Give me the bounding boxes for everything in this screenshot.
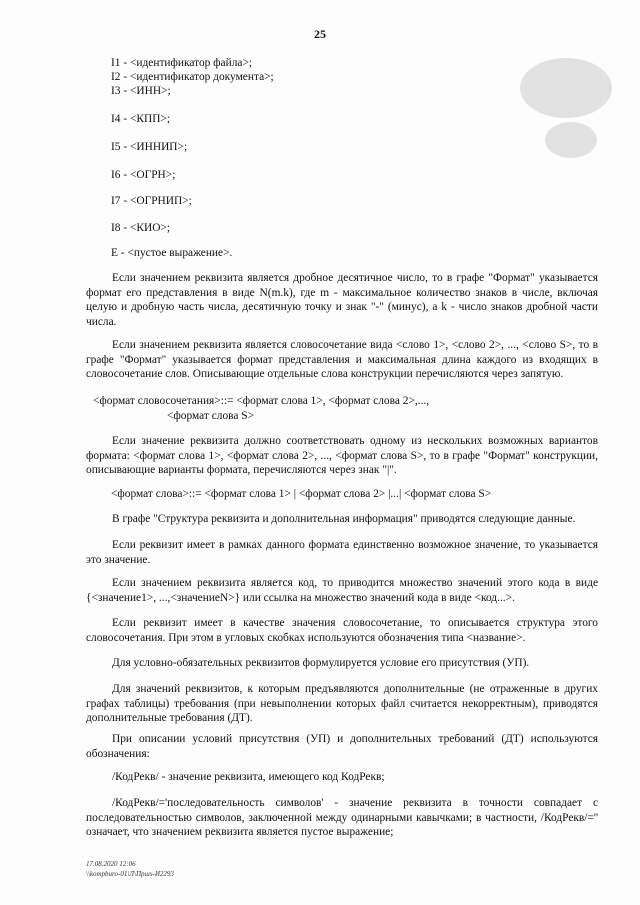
list-item: I1 - <идентификатор файла>; [111, 57, 253, 69]
page-number: 25 [314, 27, 326, 41]
format-definition: <формат слова>::= <формат слова 1> | <формат слова 2> |...| <формат слова S> [111, 488, 492, 500]
list-item: I6 - <ОГРН>; [111, 169, 176, 181]
footer-timestamp: 17.08.2020 12:06 [86, 860, 136, 868]
list-item: I2 - <идентификатор документа>; [111, 71, 274, 83]
paragraph: Если значение реквизита должно соответствовать одному из нескольких возможных вариантов формата: <формат слова 1>, <формат слова 2>, ..., <формат слова S>, то в графе "Формат" конструкции, описывающие варианты формата, перечисляются через знак "|". [86, 435, 598, 477]
paragraph: Для условно-обязательных реквизитов формулируется условие его присутствия (УП). [112, 657, 530, 669]
format-definition: <формат словосочетания>::= <формат слова 1>, <формат слова 2>,..., <формат слова S> [93, 395, 430, 422]
paragraph: Если значением реквизита является дробное десятичное число, то в графе "Формат" указывается формат его представления в виде N(m.k), где m - максимальное количество знаков в числе, включая целую и дробную часть числа, десятичную точку и знак "-" (минус), а k - число знаков дробной части числа. [86, 272, 598, 328]
list-item: I4 - <КПП>; [111, 113, 171, 125]
paragraph: В графе "Структура реквизита и дополнительная информация" приводятся следующие данные. [112, 513, 576, 525]
paragraph: При описании условий присутствия (УП) и дополнительных требований (ДТ) используются обозначения: [86, 733, 598, 760]
paragraph: Если реквизит имеет в рамках данного формата единственно возможное значение, то указывается это значение. [86, 539, 598, 566]
paragraph: Если значением реквизита является словосочетание вида <слово 1>, <слово 2>, ..., <слово S>, то в графе "Формат" указывается формат представления и максимальная длина каждого из входящих в словосочетание слов. Описывающие отдельные слова конструкции перечисляются через запятую. [86, 339, 598, 381]
paragraph: Если реквизит имеет в качестве значения словосочетание, то описывается структура этого словосочетания. При этом в угловых скобках используются обозначения типа <название>. [86, 617, 598, 644]
list-item: I5 - <ИННИП>; [111, 141, 188, 153]
footer-filepath: \\kompburo-01\Л\Пршs-И2293 [86, 870, 174, 878]
scan-artifact [520, 58, 612, 118]
list-item: I8 - <КИО>; [111, 222, 171, 234]
scan-artifact [545, 122, 597, 158]
paragraph: /КодРекв/='последовательность символов' - значение реквизита в точности совпадает с последовательностью символов, заключенной между одинарными кавычками; в частности, /КодРекв/='' означает, что значением реквизита является пустое выражение; [86, 797, 598, 839]
paragraph: Если значением реквизита является код, то приводится множество значений этого кода в виде {<значение1>, ...,<значениеN>} или ссылка на множество значений кода в виде <код...>. [86, 577, 598, 604]
paragraph: /КодРекв/ - значение реквизита, имеющего код КодРекв; [112, 771, 385, 783]
list-item: I3 - <ИНН>; [111, 85, 171, 97]
list-item: E - <пустое выражение>. [111, 247, 233, 259]
paragraph: Для значений реквизитов, к которым предъявляются дополнительные (не отраженные в других графах таблицы) требования (при невыполнении которых файл считается некорректным), приводятся дополнительные требования (ДТ). [86, 683, 598, 725]
list-item: I7 - <ОГРНИП>; [111, 195, 192, 207]
